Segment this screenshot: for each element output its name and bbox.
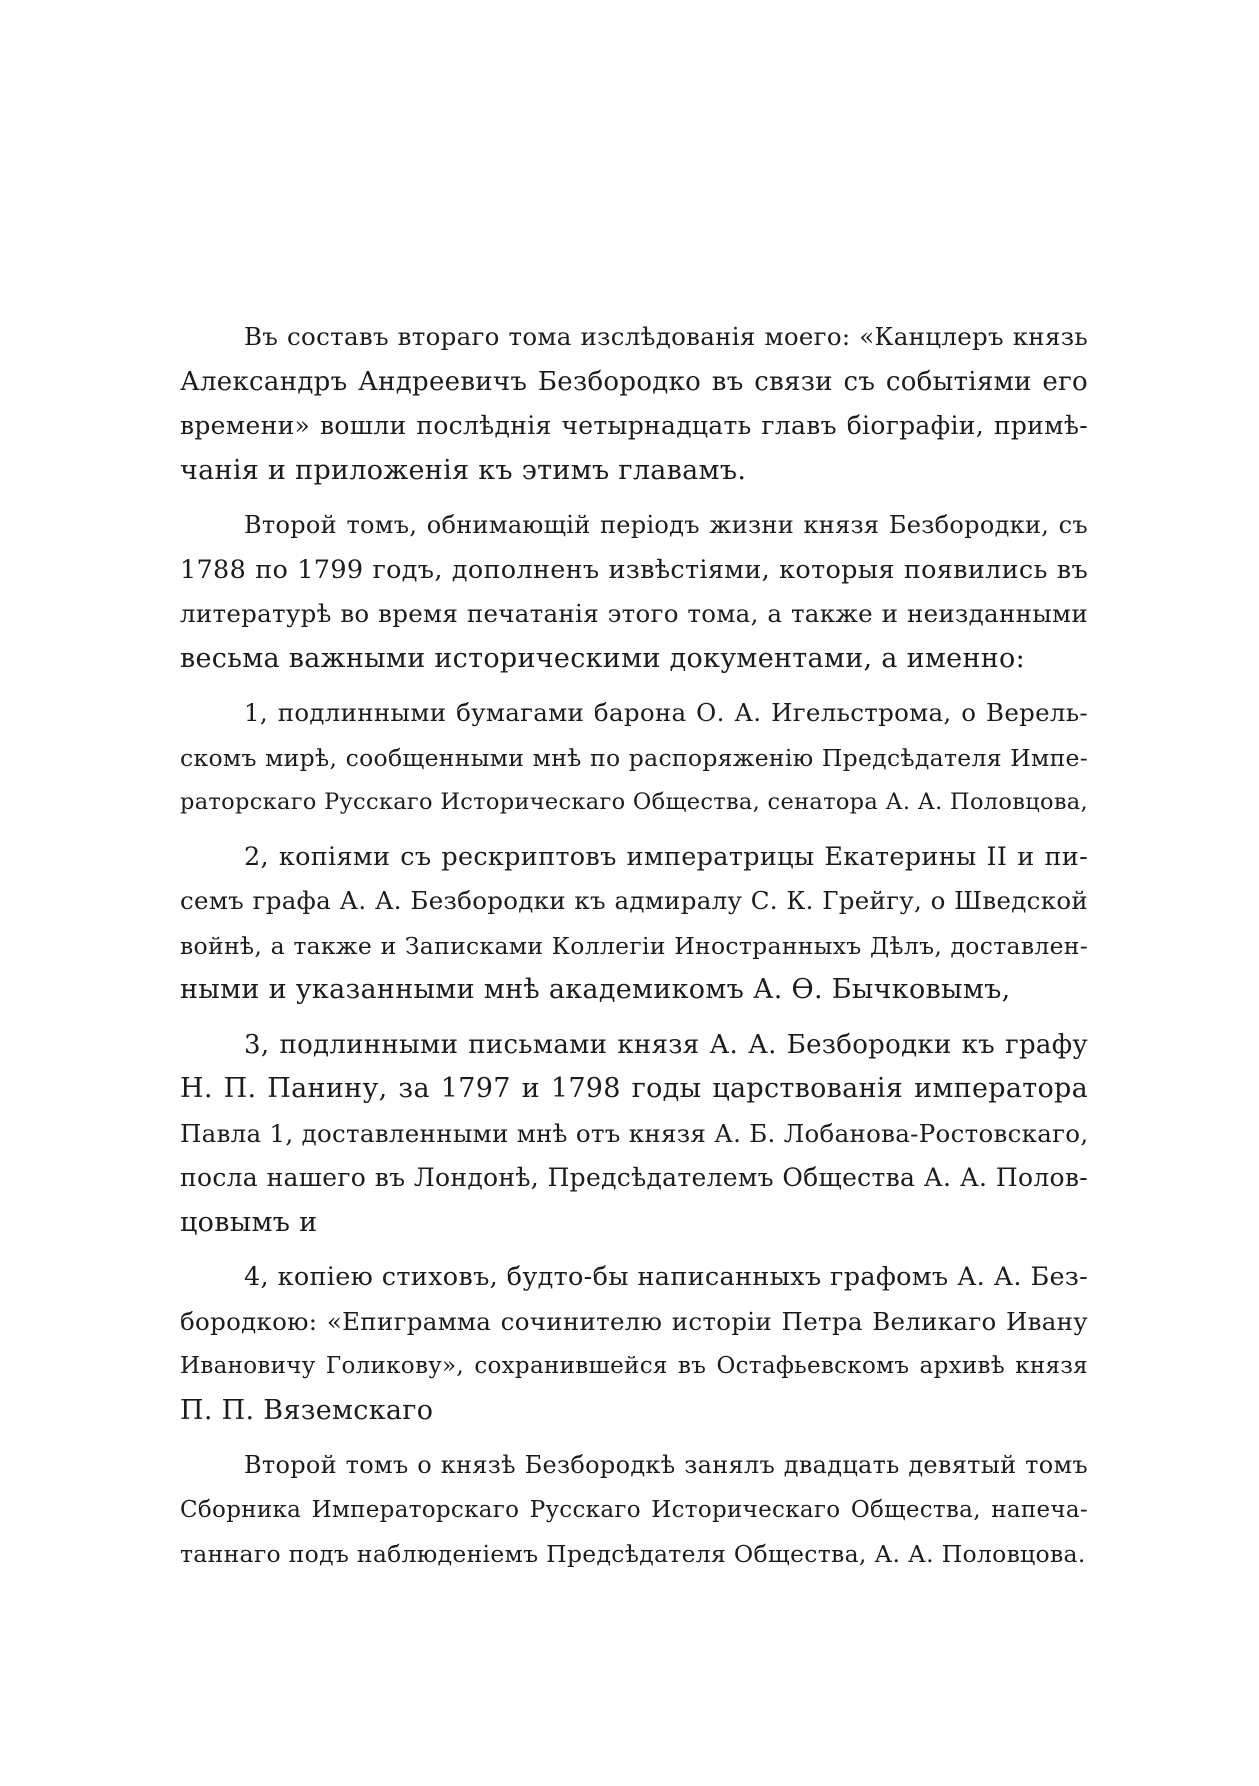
paragraph-item-2 [180, 835, 1088, 1013]
text-line: бородкою: «Епиграмма сочинителю исторіи Петра Великаго Ивану [180, 1306, 1088, 1336]
text-line: семъ графа А. А. Безбородки къ адмиралу С. К. Грейгу, о Шведской [180, 886, 1088, 915]
text-line: скомъ мирѣ, сообщенными мнѣ по распоряженію Предсѣдателя Импе- [180, 743, 1088, 772]
text-line: Сборника Императорскаго Русскаго Историческаго Общества, напеча- [180, 1496, 1088, 1523]
paragraph-intro [180, 315, 1088, 493]
text-line: Павла 1, доставленными мнѣ отъ князя А. Б. Лобанова-Ростовскаго, [180, 1118, 1089, 1148]
paragraph-item-1 [180, 691, 1088, 825]
text-line: таннаго подъ наблюденіемъ Предсѣдателя Общества, А. А. Половцова. [180, 1540, 1086, 1568]
text-line: весьма важными историческими документами, а именно: [180, 642, 1025, 674]
text-line: 1, подлинными бумагами барона О. А. Игельстрома, о Верель- [244, 698, 1088, 727]
text-line: 3, подлинными письмами князя А. А. Безбородки къ графу [244, 1029, 1088, 1060]
text-line: Въ составъ втораго тома изслѣдованія моего: «Канцлеръ князь [244, 322, 1088, 351]
text-body [180, 315, 1088, 1577]
text-line: 2, копіями съ рескриптовъ императрицы Екатерины II и пи- [244, 841, 1088, 872]
text-line: Второй томъ о князѣ Безбородкѣ занялъ двадцать девятый томъ [244, 1451, 1088, 1479]
text-line: посла нашего въ Лондонѣ, Предсѣдателемъ Общества А. А. Полов- [180, 1163, 1088, 1192]
text-line: войнѣ, а также и Записками Коллегіи Иностранныхъ Дѣлъ, доставлен- [180, 931, 1088, 960]
paragraph-closing [180, 1443, 1088, 1577]
paragraph-item-4 [180, 1255, 1088, 1433]
text-line: раторскаго Русскаго Историческаго Общества, сенатора А. А. Половцова, [180, 789, 1088, 815]
text-line: чанія и приложенія къ этимъ главамъ. [180, 454, 747, 486]
text-line: П. П. Вяземскаго [180, 1394, 434, 1426]
text-line: Н. П. Панину, за 1797 и 1798 годы царствованія императора [180, 1073, 1088, 1104]
text-line: 1788 по 1799 годъ, дополненъ извѣстіями, которыя появились въ [180, 554, 1088, 585]
text-line: Александръ Андреевичъ Безбородко въ связи съ событіями его [180, 366, 1088, 397]
text-line: ными и указанными мнѣ академикомъ А. Ѳ. Бычковымъ, [180, 974, 1011, 1005]
text-line: цовымъ и [180, 1206, 318, 1238]
text-line: 4, копіею стиховъ, будто-бы написанныхъ графомъ А. А. Без- [244, 1262, 1088, 1292]
text-line: Второй томъ, обнимающій періодъ жизни князя Безбородки, съ [244, 511, 1088, 539]
paragraph-item-3 [180, 1023, 1088, 1246]
paragraph-second-volume [180, 503, 1088, 681]
text-line: литературѣ во время печатанія этого тома, а также и неизданными [180, 599, 1088, 628]
text-line: времени» вошли послѣднія четырнадцать главъ біографіи, примѣ- [180, 411, 1088, 440]
text-line: Ивановичу Голикову», сохранившейся въ Остафьевскомъ архивѣ князя [180, 1353, 1088, 1379]
